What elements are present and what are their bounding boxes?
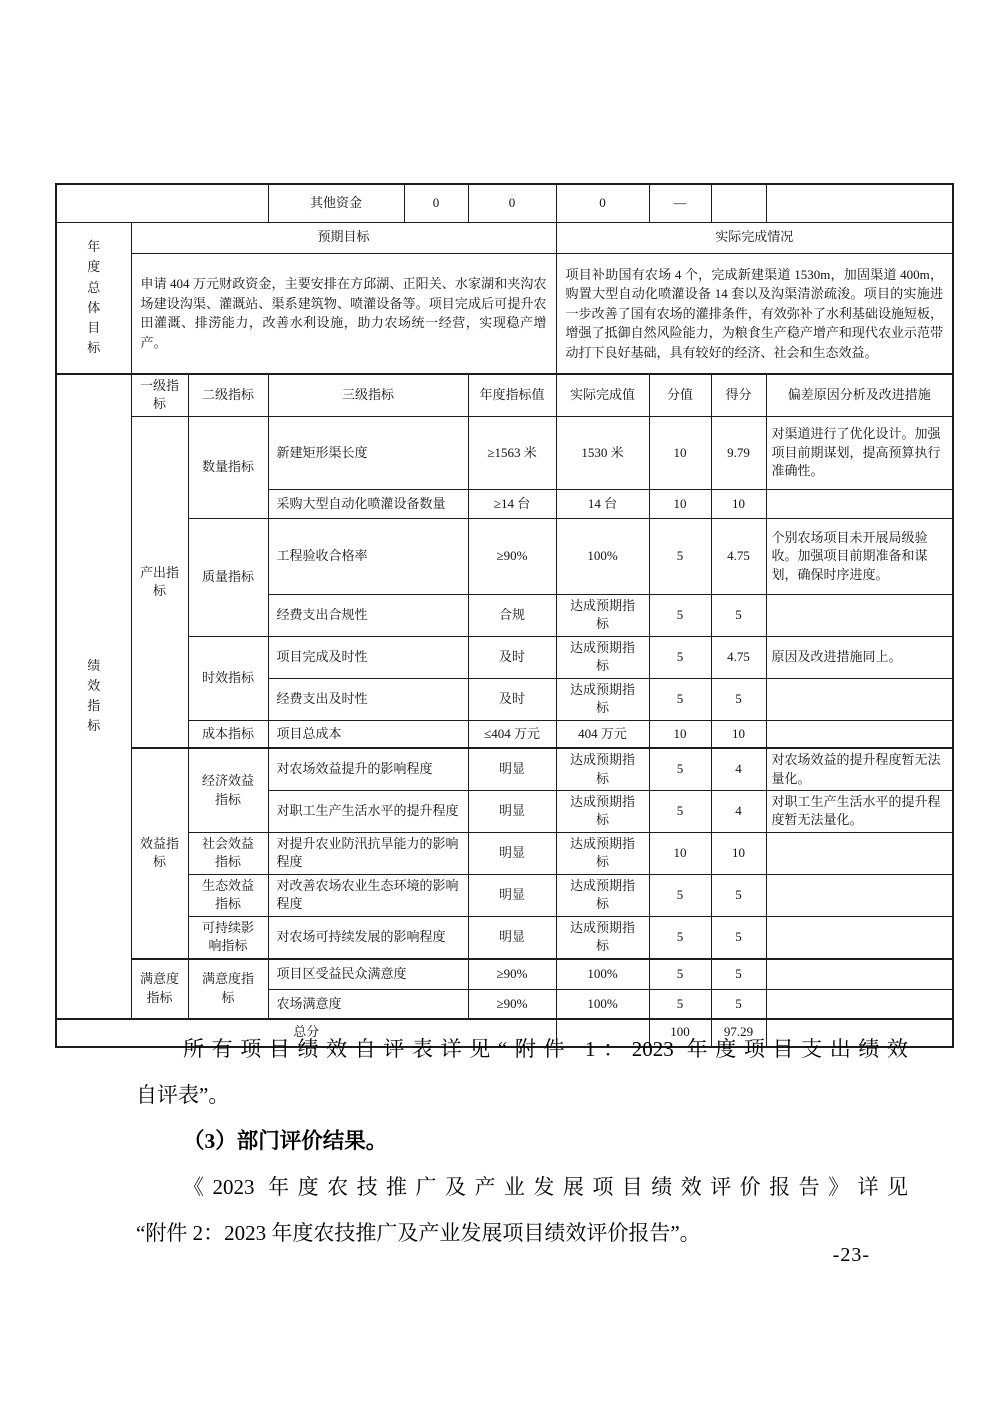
actual-cell: 达成预期指标 bbox=[556, 832, 649, 874]
remark-cell bbox=[766, 990, 953, 1019]
actual-cell: 达成预期指标 bbox=[556, 678, 649, 720]
header-target: 年度指标值 bbox=[468, 374, 556, 416]
remark-cell: 个别农场项目未开展局级验收。加强项目前期准备和谋划，确保时序进度。 bbox=[766, 518, 953, 594]
empty-cell bbox=[56, 184, 268, 222]
header-remark: 偏差原因分析及改进措施 bbox=[766, 374, 953, 416]
score-cell: 5 bbox=[649, 916, 711, 958]
level1-benefit: 效益指标 bbox=[131, 748, 188, 959]
indicator-name-cell: 对农场效益提升的影响程度 bbox=[268, 748, 468, 790]
got-cell: 10 bbox=[711, 720, 766, 748]
actual-cell: 达成预期指标 bbox=[556, 791, 649, 833]
empty-cell bbox=[711, 184, 766, 222]
performance-side-label bbox=[56, 374, 131, 1019]
score-cell: 5 bbox=[649, 594, 711, 636]
actual-cell: 100% bbox=[556, 990, 649, 1019]
actual-cell: 达成预期指标 bbox=[556, 874, 649, 916]
header-level3: 三级指标 bbox=[268, 374, 468, 416]
got-cell: 9.79 bbox=[711, 416, 766, 489]
got-cell: 5 bbox=[711, 678, 766, 720]
other-funds-row bbox=[56, 184, 953, 222]
indicator-name-cell: 项目区受益民众满意度 bbox=[268, 959, 468, 990]
target-cell: ≥1563 米 bbox=[468, 416, 556, 489]
remark-cell: 对职工生产生活水平的提升程度暂无法量化。 bbox=[766, 791, 953, 833]
expected-goal-text: 申请 404 万元财政资金，主要安排在方邱湖、正阳关、水家湖和夹沟农场建设沟渠、灌溉站、渠系建筑物、喷灌设备等。项目完成后可提升农田灌溉、排涝能力，改善水利设施，助力农场统一经营，实现稳产增产。 bbox=[131, 253, 556, 374]
indicator-name-cell: 对农场可持续发展的影响程度 bbox=[268, 916, 468, 958]
indicator-row bbox=[56, 959, 953, 990]
target-cell: 及时 bbox=[468, 636, 556, 678]
target-cell: 及时 bbox=[468, 678, 556, 720]
got-cell: 5 bbox=[711, 990, 766, 1019]
target-cell: ≥90% bbox=[468, 959, 556, 990]
score-cell: 5 bbox=[649, 990, 711, 1019]
got-cell: 4 bbox=[711, 791, 766, 833]
got-cell: 5 bbox=[711, 959, 766, 990]
target-cell: ≥90% bbox=[468, 990, 556, 1019]
remark-cell bbox=[766, 489, 953, 518]
other-funds-dash: — bbox=[649, 184, 711, 222]
indicator-name-cell: 经费支出及时性 bbox=[268, 678, 468, 720]
target-cell: 明显 bbox=[468, 874, 556, 916]
score-cell: 5 bbox=[649, 874, 711, 916]
total-score: 100 bbox=[649, 1019, 711, 1047]
score-cell: 10 bbox=[649, 720, 711, 748]
got-cell: 10 bbox=[711, 489, 766, 518]
total-got: 97.29 bbox=[711, 1019, 766, 1047]
indicator-row bbox=[56, 832, 953, 874]
actual-completion-text: 项目补助国有农场 4 个，完成新建渠道 1530m，加固渠道 400m，购置大型自动化喷灌设备 14 套以及沟渠清淤疏浚。项目的实施进一步改善了国有农场的灌排条件，有效弥补了水利基础设施短板，增强了抵御自然风险能力，为粮食生产稳产增产和现代农业示范带动打下良好基础，具有较好的经济、社会和生态效益。 bbox=[556, 253, 953, 374]
goal-header-row bbox=[56, 222, 953, 253]
target-cell: ≥90% bbox=[468, 518, 556, 594]
other-funds-value: 0 bbox=[468, 184, 556, 222]
remark-cell: 原因及改进措施同上。 bbox=[766, 636, 953, 678]
target-cell: ≥14 台 bbox=[468, 489, 556, 518]
level2-cost: 成本指标 bbox=[188, 720, 268, 748]
score-cell: 10 bbox=[649, 832, 711, 874]
target-cell: 合规 bbox=[468, 594, 556, 636]
indicator-name-cell: 工程验收合格率 bbox=[268, 518, 468, 594]
indicator-row bbox=[56, 916, 953, 958]
page-number: -23- bbox=[832, 1244, 870, 1266]
level2-social: 社会效益指标 bbox=[188, 832, 268, 874]
indicator-row bbox=[56, 720, 953, 748]
expected-goal-header: 预期目标 bbox=[131, 222, 556, 253]
level2-quantity: 数量指标 bbox=[188, 416, 268, 518]
indicator-header-row bbox=[56, 374, 953, 416]
actual-cell: 达成预期指标 bbox=[556, 916, 649, 958]
level2-ecological: 生态效益指标 bbox=[188, 874, 268, 916]
level2-sustainable: 可持续影响指标 bbox=[188, 916, 268, 958]
score-cell: 10 bbox=[649, 489, 711, 518]
header-actual: 实际完成值 bbox=[556, 374, 649, 416]
indicator-name-cell: 新建矩形渠长度 bbox=[268, 416, 468, 489]
remark-cell bbox=[766, 720, 953, 748]
got-cell: 4.75 bbox=[711, 636, 766, 678]
actual-cell: 达成预期指标 bbox=[556, 636, 649, 678]
annual-goal-vertical-text: 年度总体目标 bbox=[87, 239, 101, 356]
empty-cell bbox=[766, 184, 953, 222]
body-text bbox=[136, 1026, 908, 1256]
remark-cell bbox=[766, 832, 953, 874]
actual-cell: 达成预期指标 bbox=[556, 748, 649, 790]
actual-cell: 404 万元 bbox=[556, 720, 649, 748]
score-cell: 5 bbox=[649, 518, 711, 594]
got-cell: 5 bbox=[711, 594, 766, 636]
other-funds-label: 其他资金 bbox=[268, 184, 404, 222]
actual-cell: 14 台 bbox=[556, 489, 649, 518]
level1-output: 产出指标 bbox=[131, 416, 188, 748]
header-level1: 一级指标 bbox=[131, 374, 188, 416]
indicator-row bbox=[56, 636, 953, 678]
score-cell: 5 bbox=[649, 678, 711, 720]
actual-completion-header: 实际完成情况 bbox=[556, 222, 953, 253]
remark-cell bbox=[766, 594, 953, 636]
score-cell: 5 bbox=[649, 791, 711, 833]
level2-timeliness: 时效指标 bbox=[188, 636, 268, 720]
target-cell: 明显 bbox=[468, 916, 556, 958]
actual-cell: 100% bbox=[556, 959, 649, 990]
got-cell: 4 bbox=[711, 748, 766, 790]
score-cell: 5 bbox=[649, 636, 711, 678]
remark-cell: 对农场效益的提升程度暂无法量化。 bbox=[766, 748, 953, 790]
actual-cell: 达成预期指标 bbox=[556, 594, 649, 636]
paragraph-line: 所有项目绩效自评表详见“附件 1：2023 年度项目支出绩效 bbox=[183, 1037, 908, 1061]
indicator-row bbox=[56, 416, 953, 489]
remark-cell bbox=[766, 874, 953, 916]
indicator-name-cell: 项目完成及时性 bbox=[268, 636, 468, 678]
got-cell: 4.75 bbox=[711, 518, 766, 594]
paragraph-line: 《2023 年度农技推广及产业发展项目绩效评价报告》详见 bbox=[183, 1175, 908, 1199]
indicator-row bbox=[56, 874, 953, 916]
indicator-name-cell: 对提升农业防汛抗旱能力的影响程度 bbox=[268, 832, 468, 874]
paragraph-line: “附件 2：2023 年度农技推广及产业发展项目绩效评价报告”。 bbox=[136, 1221, 701, 1245]
paragraph-line: 自评表”。 bbox=[136, 1083, 230, 1107]
level2-economic: 经济效益指标 bbox=[188, 748, 268, 832]
got-cell: 10 bbox=[711, 832, 766, 874]
performance-vertical-text: 绩效指标 bbox=[87, 658, 101, 734]
actual-cell: 100% bbox=[556, 518, 649, 594]
indicator-name-cell: 采购大型自动化喷灌设备数量 bbox=[268, 489, 468, 518]
level2-satisfaction: 满意度指标 bbox=[188, 959, 268, 1019]
target-cell: ≤404 万元 bbox=[468, 720, 556, 748]
performance-self-evaluation-table bbox=[55, 183, 954, 1048]
goal-content-row bbox=[56, 253, 953, 374]
header-score: 分值 bbox=[649, 374, 711, 416]
target-cell: 明显 bbox=[468, 748, 556, 790]
indicator-name-cell: 对改善农场农业生态环境的影响程度 bbox=[268, 874, 468, 916]
section-heading: （3）部门评价结果。 bbox=[183, 1129, 388, 1153]
indicator-name-cell: 农场满意度 bbox=[268, 990, 468, 1019]
other-funds-value: 0 bbox=[556, 184, 649, 222]
indicator-name-cell: 项目总成本 bbox=[268, 720, 468, 748]
indicator-row bbox=[56, 518, 953, 594]
annual-goal-side-label bbox=[56, 222, 131, 374]
remark-cell: 对渠道进行了优化设计。加强项目前期谋划，提高预算执行准确性。 bbox=[766, 416, 953, 489]
target-cell: 明显 bbox=[468, 832, 556, 874]
total-label: 总分 bbox=[56, 1019, 556, 1047]
actual-cell: 1530 米 bbox=[556, 416, 649, 489]
header-level2: 二级指标 bbox=[188, 374, 268, 416]
indicator-row bbox=[56, 748, 953, 790]
score-cell: 10 bbox=[649, 416, 711, 489]
got-cell: 5 bbox=[711, 916, 766, 958]
level2-quality: 质量指标 bbox=[188, 518, 268, 636]
indicator-name-cell: 经费支出合规性 bbox=[268, 594, 468, 636]
remark-cell bbox=[766, 916, 953, 958]
level1-satisfaction: 满意度指标 bbox=[131, 959, 188, 1019]
remark-cell bbox=[766, 678, 953, 720]
got-cell: 5 bbox=[711, 874, 766, 916]
header-got: 得分 bbox=[711, 374, 766, 416]
target-cell: 明显 bbox=[468, 791, 556, 833]
remark-cell bbox=[766, 959, 953, 990]
score-cell: 5 bbox=[649, 748, 711, 790]
other-funds-value: 0 bbox=[404, 184, 468, 222]
indicator-name-cell: 对职工生产生活水平的提升程度 bbox=[268, 791, 468, 833]
score-cell: 5 bbox=[649, 959, 711, 990]
